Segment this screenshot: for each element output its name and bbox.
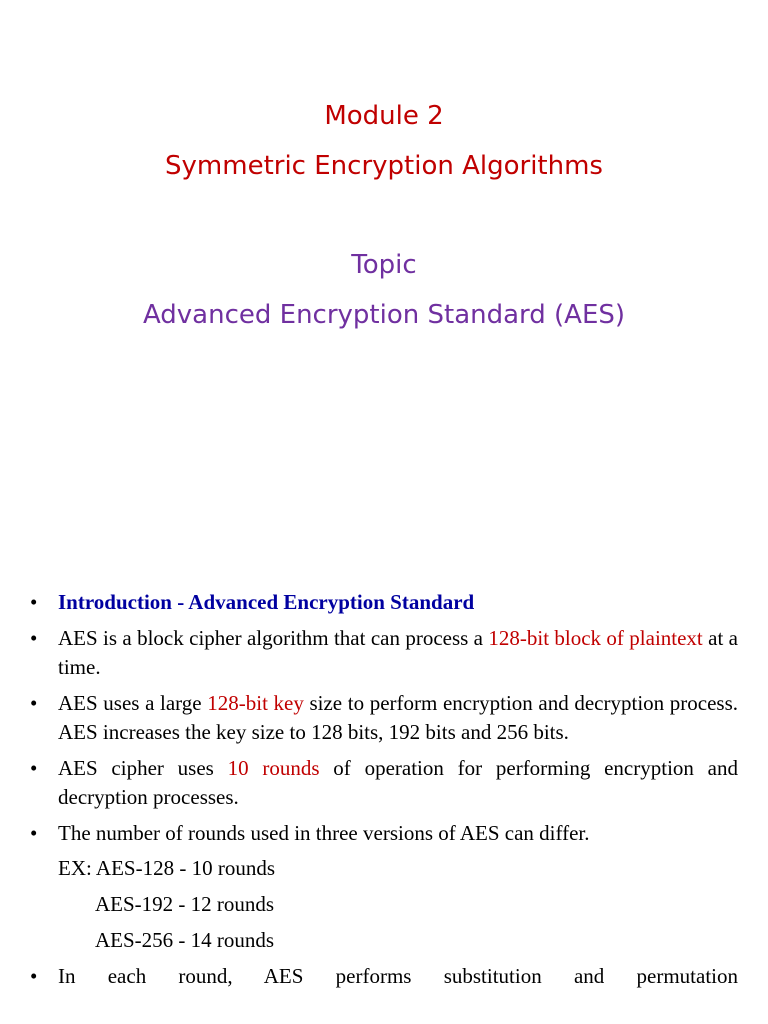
- bullet-text: of operation for performing encryption and decryption processes.: [58, 756, 738, 809]
- bullet-dot: •: [30, 626, 38, 650]
- intro-heading: Introduction - Advanced Encryption Standard: [58, 590, 475, 614]
- highlight-text: 128-bit key: [207, 691, 304, 715]
- bullet-text: AES uses a large: [58, 691, 208, 715]
- bullet-text: AES cipher uses: [58, 756, 228, 780]
- bullet-rounds: [30, 754, 738, 812]
- bullet-text: In each round, AES performs substitution and permutation: [58, 964, 738, 988]
- bullet-dot: •: [30, 964, 38, 988]
- bullet-block-size: [30, 624, 738, 682]
- highlight-text: 128-bit block of plaintext: [488, 626, 703, 650]
- bullet-intro: [30, 588, 738, 617]
- bullet-round-ops: [30, 962, 738, 991]
- bullet-dot: •: [30, 756, 38, 780]
- examples-block: [30, 854, 738, 955]
- example-line: AES-256 - 14 rounds: [95, 928, 275, 952]
- topic-title: Advanced Encryption Standard (AES): [142, 300, 626, 330]
- highlight-text: 10 rounds: [227, 756, 320, 780]
- bullet-versions: [30, 819, 738, 848]
- bullet-dot: •: [30, 590, 38, 614]
- bullet-key-size: [30, 689, 738, 747]
- example-line: EX: AES-128 - 10 rounds: [58, 856, 275, 880]
- bullet-dot: •: [30, 821, 38, 845]
- example-line: AES-192 - 12 rounds: [95, 892, 275, 916]
- bullet-text: at a time.: [58, 626, 738, 679]
- bullet-text: size to perform encryption and decryption process. AES increases the key size to 128 bits, 192 bits and 256 bits.: [58, 691, 739, 744]
- bullet-text: The number of rounds used in three versions of AES can differ.: [58, 821, 590, 845]
- topic-label: Topic: [351, 250, 417, 280]
- bullet-list: [30, 588, 738, 991]
- bullet-text: AES is a block cipher algorithm that can process a: [58, 626, 489, 650]
- bullet-dot: •: [30, 691, 38, 715]
- module-title: Module 2: [324, 101, 444, 131]
- subject-title: Symmetric Encryption Algorithms: [165, 151, 603, 181]
